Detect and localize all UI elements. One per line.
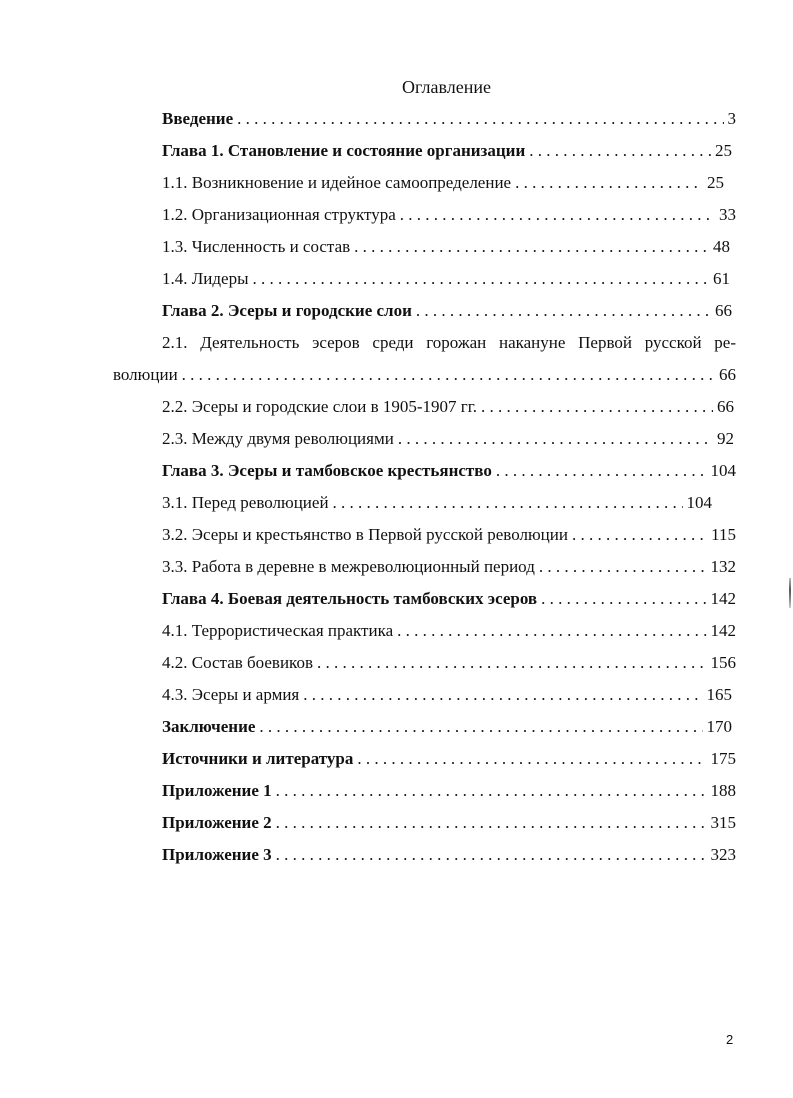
toc-entry-page: 323: [710, 845, 736, 864]
toc-entry-section-4-3[interactable]: [162, 684, 732, 706]
toc-entry-label: Приложение 3: [162, 845, 272, 864]
toc-entry-label: Заключение: [162, 717, 256, 736]
dot-leader: [354, 236, 709, 258]
toc-entry-label: 3.1. Перед революцией: [162, 493, 329, 512]
dot-leader: [539, 556, 707, 578]
toc-entry-page: 66: [715, 301, 732, 320]
toc-entry-section-2-2[interactable]: [162, 396, 734, 418]
toc-entry-page: 33: [719, 205, 736, 224]
dot-leader: [515, 172, 703, 194]
dot-leader: [529, 140, 711, 162]
toc-entry-page: 48: [713, 237, 730, 256]
toc-entry-section-3-3[interactable]: [162, 556, 736, 578]
dot-leader: [496, 460, 707, 482]
toc-entry-page: 142: [710, 621, 736, 640]
dot-leader: [317, 652, 707, 674]
toc-entry-page: 132: [710, 557, 736, 576]
toc-entry-section-3-1[interactable]: [162, 492, 712, 514]
dot-leader: [276, 844, 707, 866]
toc-entry-page: 66: [717, 397, 734, 416]
toc-entry-label: 4.3. Эсеры и армия: [162, 685, 300, 704]
toc-entry-label: 4.1. Террористическая практика: [162, 621, 394, 640]
toc-entry-page: 315: [710, 813, 736, 832]
toc-entry-label: Приложение 2: [162, 813, 272, 832]
dot-leader: [253, 268, 710, 290]
toc-entry-label: Глава 3. Эсеры и тамбовское крестьянство: [162, 461, 492, 480]
toc-entry-page: 165: [706, 685, 732, 704]
toc-entry-label: 4.2. Состав боевиков: [162, 653, 313, 672]
dot-leader: [237, 108, 723, 130]
toc-entry-section-1-3[interactable]: [162, 236, 730, 258]
toc-entry-page: 156: [710, 653, 736, 672]
dot-leader: [182, 364, 715, 386]
toc-entry-conclusion[interactable]: [162, 716, 732, 738]
dot-leader: [398, 428, 713, 450]
toc-entry-section-3-2[interactable]: [162, 524, 736, 546]
toc-entry-label: волюции: [113, 365, 178, 384]
dot-leader: [481, 396, 713, 418]
dot-leader: [572, 524, 707, 546]
toc-entry-page: 61: [713, 269, 730, 288]
dot-leader: [276, 812, 707, 834]
toc-entry-page: 115: [711, 525, 736, 544]
toc-entry-section-1-4[interactable]: [162, 268, 730, 290]
toc-entry-label: 1.4. Лидеры: [162, 269, 249, 288]
toc-entry-appendix-3[interactable]: [162, 844, 736, 866]
toc-entry-appendix-1[interactable]: [162, 780, 736, 802]
dot-leader: [541, 588, 706, 610]
dot-leader: [303, 684, 702, 706]
dot-leader: [357, 748, 706, 770]
toc-entry-label: Источники и литература: [162, 749, 354, 768]
toc-entry-section-1-2[interactable]: [162, 204, 736, 226]
toc-entry-page: 104: [686, 493, 712, 512]
toc-entry-section-2-1-first-line[interactable]: 2.1. Деятельность эсеров среди горожан накануне Первой русской ре-: [162, 333, 736, 352]
toc-entry-section-2-1[interactable]: [113, 364, 736, 386]
toc-entry-page: 25: [707, 173, 724, 192]
toc-entry-label: 1.3. Численность и состав: [162, 237, 351, 256]
toc-entry-section-4-1[interactable]: [162, 620, 736, 642]
toc-entry-page: 142: [710, 589, 736, 608]
toc-entry-page: 66: [719, 365, 736, 384]
toc-entry-label: Глава 2. Эсеры и городские слои: [162, 301, 412, 320]
page-number: 2: [726, 1032, 734, 1047]
toc-entry-chapter-3[interactable]: [162, 460, 736, 482]
toc-entry-label: 1.2. Организационная структура: [162, 205, 396, 224]
toc-entry-label: Глава 1. Становление и состояние организации: [162, 141, 526, 160]
toc-entry-introduction[interactable]: [162, 108, 736, 130]
toc-entry-page: 104: [710, 461, 736, 480]
toc-entry-section-2-3[interactable]: [162, 428, 734, 450]
toc-entry-section-1-1[interactable]: [162, 172, 724, 194]
toc-entry-label: Приложение 1: [162, 781, 272, 800]
dot-leader: [259, 716, 702, 738]
toc-entry-appendix-2[interactable]: [162, 812, 736, 834]
toc-entry-chapter-2[interactable]: [162, 300, 732, 322]
toc-entry-label: 2.3. Между двумя революциями: [162, 429, 394, 448]
toc-entry-label: Глава 4. Боевая деятельность тамбовских эсеров: [162, 589, 538, 608]
toc-title: Оглавление: [402, 77, 491, 97]
toc-entry-page: 92: [717, 429, 734, 448]
dot-leader: [397, 620, 706, 642]
dot-leader: [276, 780, 707, 802]
toc-entry-chapter-4[interactable]: [162, 588, 736, 610]
toc-entry-label: 3.3. Работа в деревне в межреволюционный период: [162, 557, 535, 576]
toc-entry-label: Введение: [162, 109, 234, 128]
toc-entry-label: 3.2. Эсеры и крестьянство в Первой русской революции: [162, 525, 568, 544]
dot-leader: [400, 204, 715, 226]
toc-entry-section-4-2[interactable]: [162, 652, 736, 674]
toc-entry-page: 25: [715, 141, 732, 160]
toc-entry-page: 175: [710, 749, 736, 768]
toc-entry-page: 3: [727, 109, 736, 128]
dot-leader: [416, 300, 711, 322]
toc-entry-chapter-1[interactable]: [162, 140, 732, 162]
toc-entry-page: 170: [706, 717, 732, 736]
toc-entry-label: 2.2. Эсеры и городские слои в 1905-1907 гг.: [162, 397, 478, 416]
toc-entry-page: 188: [710, 781, 736, 800]
toc-entry-sources[interactable]: [162, 748, 736, 770]
toc-entry-label: 1.1. Возникновение и идейное самоопределение: [162, 173, 512, 192]
scan-artifact: [789, 578, 791, 608]
dot-leader: [333, 492, 683, 514]
